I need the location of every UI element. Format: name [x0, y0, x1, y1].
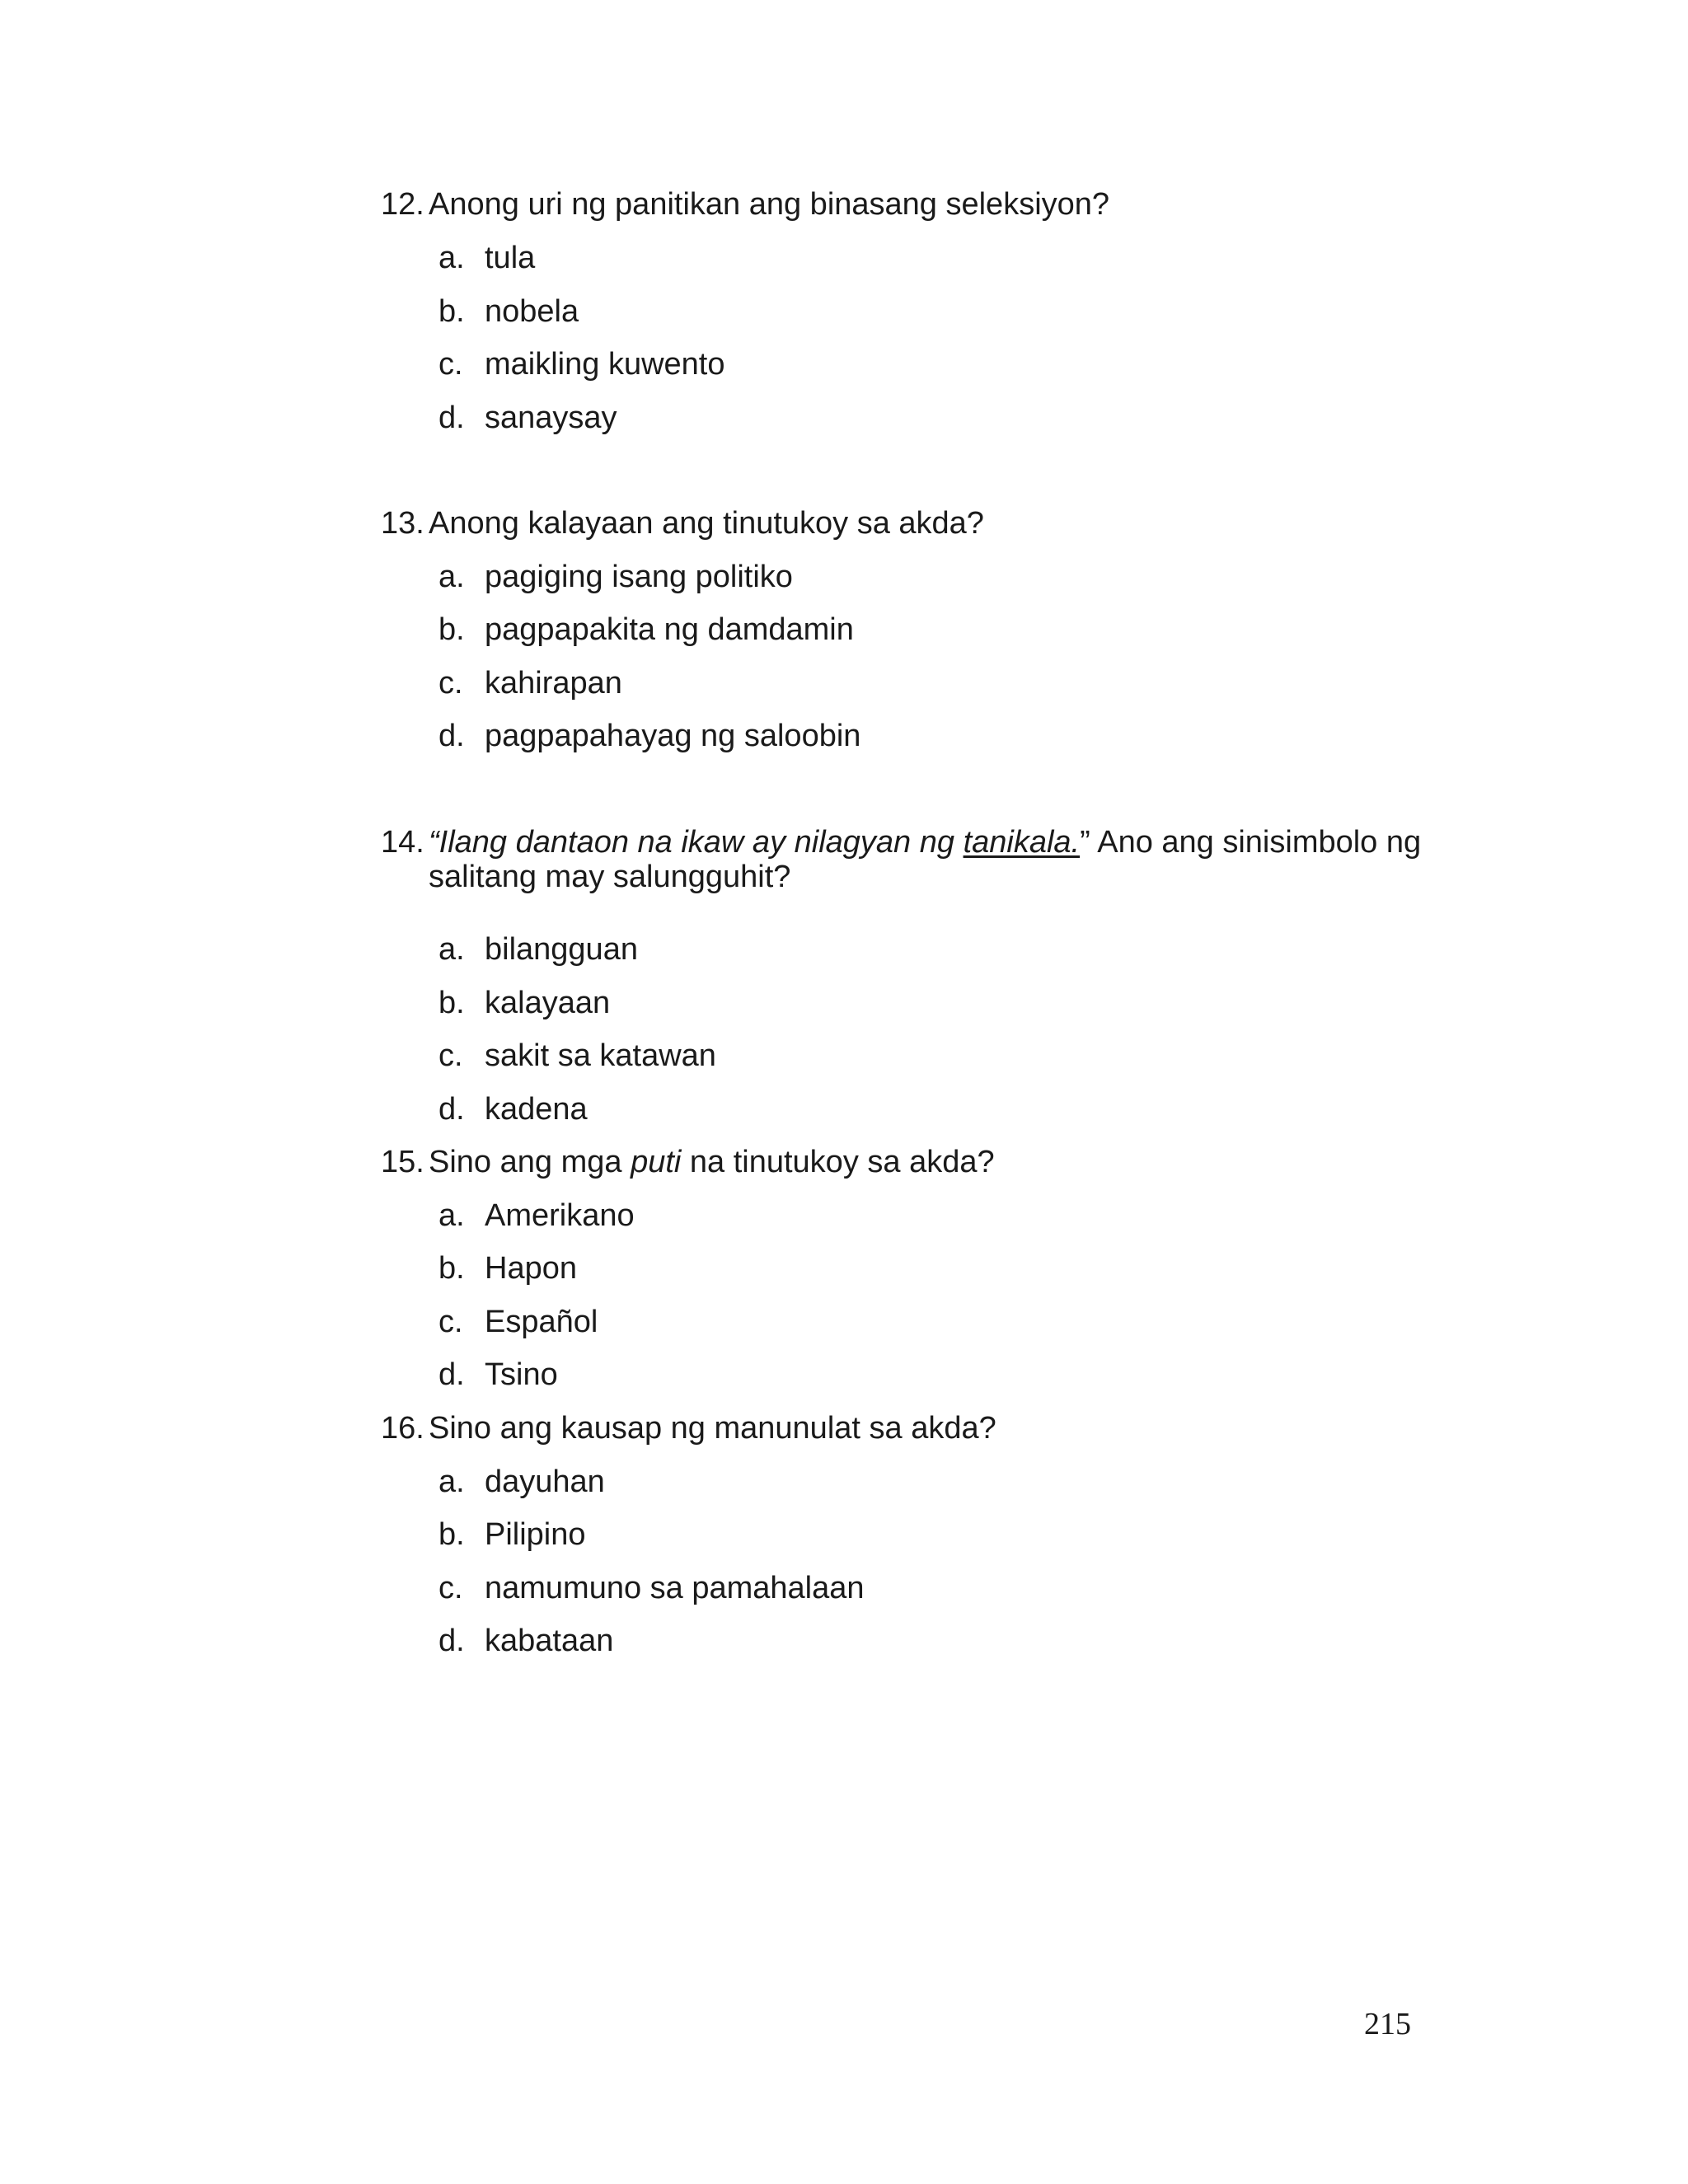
question-stem-rest: Ano ang sinisimbolo ng salitang may salungguhit? — [429, 825, 1422, 894]
option-letter: c. — [438, 347, 463, 382]
option-letter: b. — [438, 612, 465, 647]
option-letter: a. — [438, 560, 465, 594]
option-letter: c. — [438, 1038, 463, 1073]
option-text: kadena — [485, 1092, 588, 1127]
option-text: namumuno sa pamahalaan — [485, 1571, 865, 1605]
question-number: 15. — [381, 1145, 424, 1179]
option-letter: d. — [438, 719, 465, 753]
option-letter: a. — [438, 1198, 465, 1233]
option-letter: a. — [438, 241, 465, 275]
question-stem: Sino ang kausap ng manunulat sa akda? — [429, 1411, 996, 1446]
option-letter: d. — [438, 1092, 465, 1127]
option-text: nobela — [485, 294, 579, 329]
stem-before: Sino ang mga — [429, 1145, 631, 1179]
question-number: 16. — [381, 1411, 424, 1446]
option-text: kalayaan — [485, 986, 611, 1020]
option-letter: b. — [438, 1251, 465, 1286]
option-text: Hapon — [485, 1251, 577, 1286]
option-letter: b. — [438, 1517, 465, 1552]
question-number: 13. — [381, 506, 424, 541]
option-text: pagpapakita ng damdamin — [485, 612, 854, 647]
question-stem — [429, 1145, 1475, 1179]
option-text: kahirapan — [485, 666, 622, 701]
option-letter: d. — [438, 401, 465, 435]
option-text: Pilipino — [485, 1517, 586, 1552]
option-letter: a. — [438, 932, 465, 967]
option-letter: c. — [438, 666, 463, 701]
option-text: dayuhan — [485, 1465, 605, 1499]
option-text: sanaysay — [485, 401, 617, 435]
option-text: bilangguan — [485, 932, 638, 967]
quote-text: “Ilang dantaon na ikaw ay nilagyan ng — [429, 825, 964, 860]
option-text: Español — [485, 1305, 598, 1339]
option-text: pagpapahayag ng saloobin — [485, 719, 861, 753]
option-text: kabataan — [485, 1624, 614, 1658]
question-number: 14. — [381, 825, 424, 860]
stem-after: na tinutukoy sa akda? — [681, 1145, 995, 1179]
question-number: 12. — [381, 187, 424, 222]
option-text: Tsino — [485, 1357, 558, 1392]
option-text: maikling kuwento — [485, 347, 725, 382]
question-stem: Anong uri ng panitikan ang binasang seleksiyon? — [429, 187, 1110, 222]
question-stem: Anong kalayaan ang tinutukoy sa akda? — [429, 506, 984, 541]
option-letter: c. — [438, 1305, 463, 1339]
italic-word: puti — [631, 1145, 682, 1179]
option-letter: b. — [438, 294, 465, 329]
option-text: Amerikano — [485, 1198, 635, 1233]
underlined-word: tanikala. — [963, 825, 1081, 860]
page-number: 215 — [1364, 2007, 1411, 2041]
option-letter: d. — [438, 1624, 465, 1658]
closing-quote: ” — [1080, 825, 1090, 860]
option-text: sakit sa katawan — [485, 1038, 716, 1073]
option-letter: a. — [438, 1465, 465, 1499]
option-letter: b. — [438, 986, 465, 1020]
question-stem — [429, 825, 1475, 894]
option-text: pagiging isang politiko — [485, 560, 793, 594]
option-letter: c. — [438, 1571, 463, 1605]
quoted-line — [429, 825, 1080, 860]
option-text: tula — [485, 241, 536, 275]
option-letter: d. — [438, 1357, 465, 1392]
